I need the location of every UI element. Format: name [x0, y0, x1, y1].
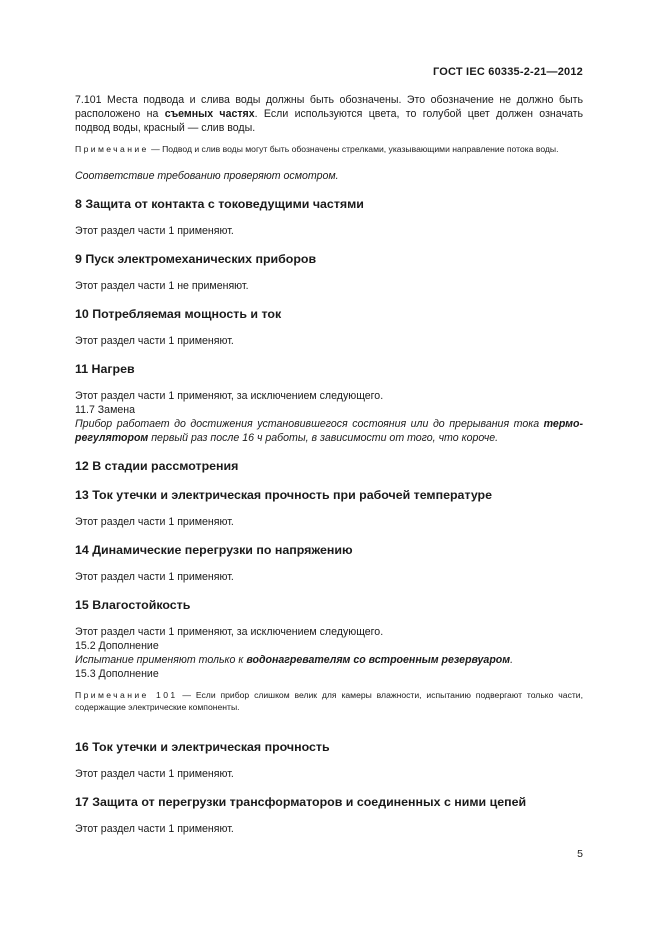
section-12-heading: 12 В стадии рассмотрения — [75, 459, 239, 473]
section-9-text: Этот раздел части 1 не применяют. — [75, 280, 249, 292]
term-thermostat: термо-регулятором — [75, 418, 583, 444]
clause-11-7-text: Прибор работает до достижения установившегося состояния или до прерывания тока термо-регулятором первый раз после 16 ч работы, в зависимости от того, что короче. — [75, 418, 583, 444]
page-content — [75, 93, 583, 836]
section-16-text: Этот раздел части 1 применяют. — [75, 768, 234, 780]
section-9-heading: 9 Пуск электромеханических приборов — [75, 252, 317, 266]
section-8-text: Этот раздел части 1 применяют. — [75, 225, 234, 237]
section-8-heading: 8 Защита от контакта с токоведущими частями — [75, 197, 364, 211]
section-11-heading: 11 Нагрев — [75, 362, 135, 376]
page-number: 5 — [577, 848, 583, 860]
section-13-heading: 13 Ток утечки и электрическая прочность при рабочей температуре — [75, 488, 493, 502]
section-15-text: Этот раздел части 1 применяют, за исключением следующего. — [75, 626, 384, 638]
section-16-heading: 16 Ток утечки и электрическая прочность — [75, 740, 330, 754]
section-17-text: Этот раздел части 1 применяют. — [75, 823, 234, 835]
compliance-text: Соответствие требованию проверяют осмотром. — [75, 170, 339, 182]
term-removable-parts: съемных частях — [164, 108, 255, 120]
section-10-text: Этот раздел части 1 применяют. — [75, 335, 234, 347]
section-13-text: Этот раздел части 1 применяют. — [75, 516, 234, 528]
note-label: Примечание — [75, 144, 149, 154]
clause-7-101: 7.101 Места подвода и слива воды должны быть обозначены. Это обозначение не должно быть расположено на съемных частях. Если используются цвета, то голубой цвет должен означать подвод воды, красный — слив воды. — [75, 94, 583, 134]
clause-15-3: 15.3 Дополнение — [75, 668, 159, 680]
section-14-text: Этот раздел части 1 применяют. — [75, 571, 234, 583]
note-15-101: Примечание 101 — Если прибор слишком велик для камеры влажности, испытанию подвергают только части, содержащие электрические компоненты. — [75, 690, 583, 712]
clause-11-7: 11.7 Замена — [75, 404, 135, 416]
term-water-heaters: водонагревателям со встроенным резервуаром — [246, 654, 511, 666]
section-10-heading: 10 Потребляемая мощность и ток — [75, 307, 282, 321]
section-11-text: Этот раздел части 1 применяют, за исключением следующего. — [75, 390, 384, 402]
clause-15-2: 15.2 Дополнение — [75, 640, 159, 652]
note-7: Примечание — Подвод и слив воды могут быть обозначены стрелками, указывающими направление потока воды. — [75, 144, 559, 154]
clause-15-2-text: Испытание применяют только к водонагревателям со встроенным резервуаром. — [75, 654, 514, 666]
note-101-label: Примечание 101 — [75, 690, 178, 700]
section-17-heading: 17 Защита от перегрузки трансформаторов и соединенных с ними цепей — [75, 795, 527, 809]
section-14-heading: 14 Динамические перегрузки по напряжению — [75, 543, 353, 557]
section-15-heading: 15 Влагостойкость — [75, 598, 191, 612]
document-code: ГОСТ IEC 60335-2-21—2012 — [432, 66, 583, 78]
